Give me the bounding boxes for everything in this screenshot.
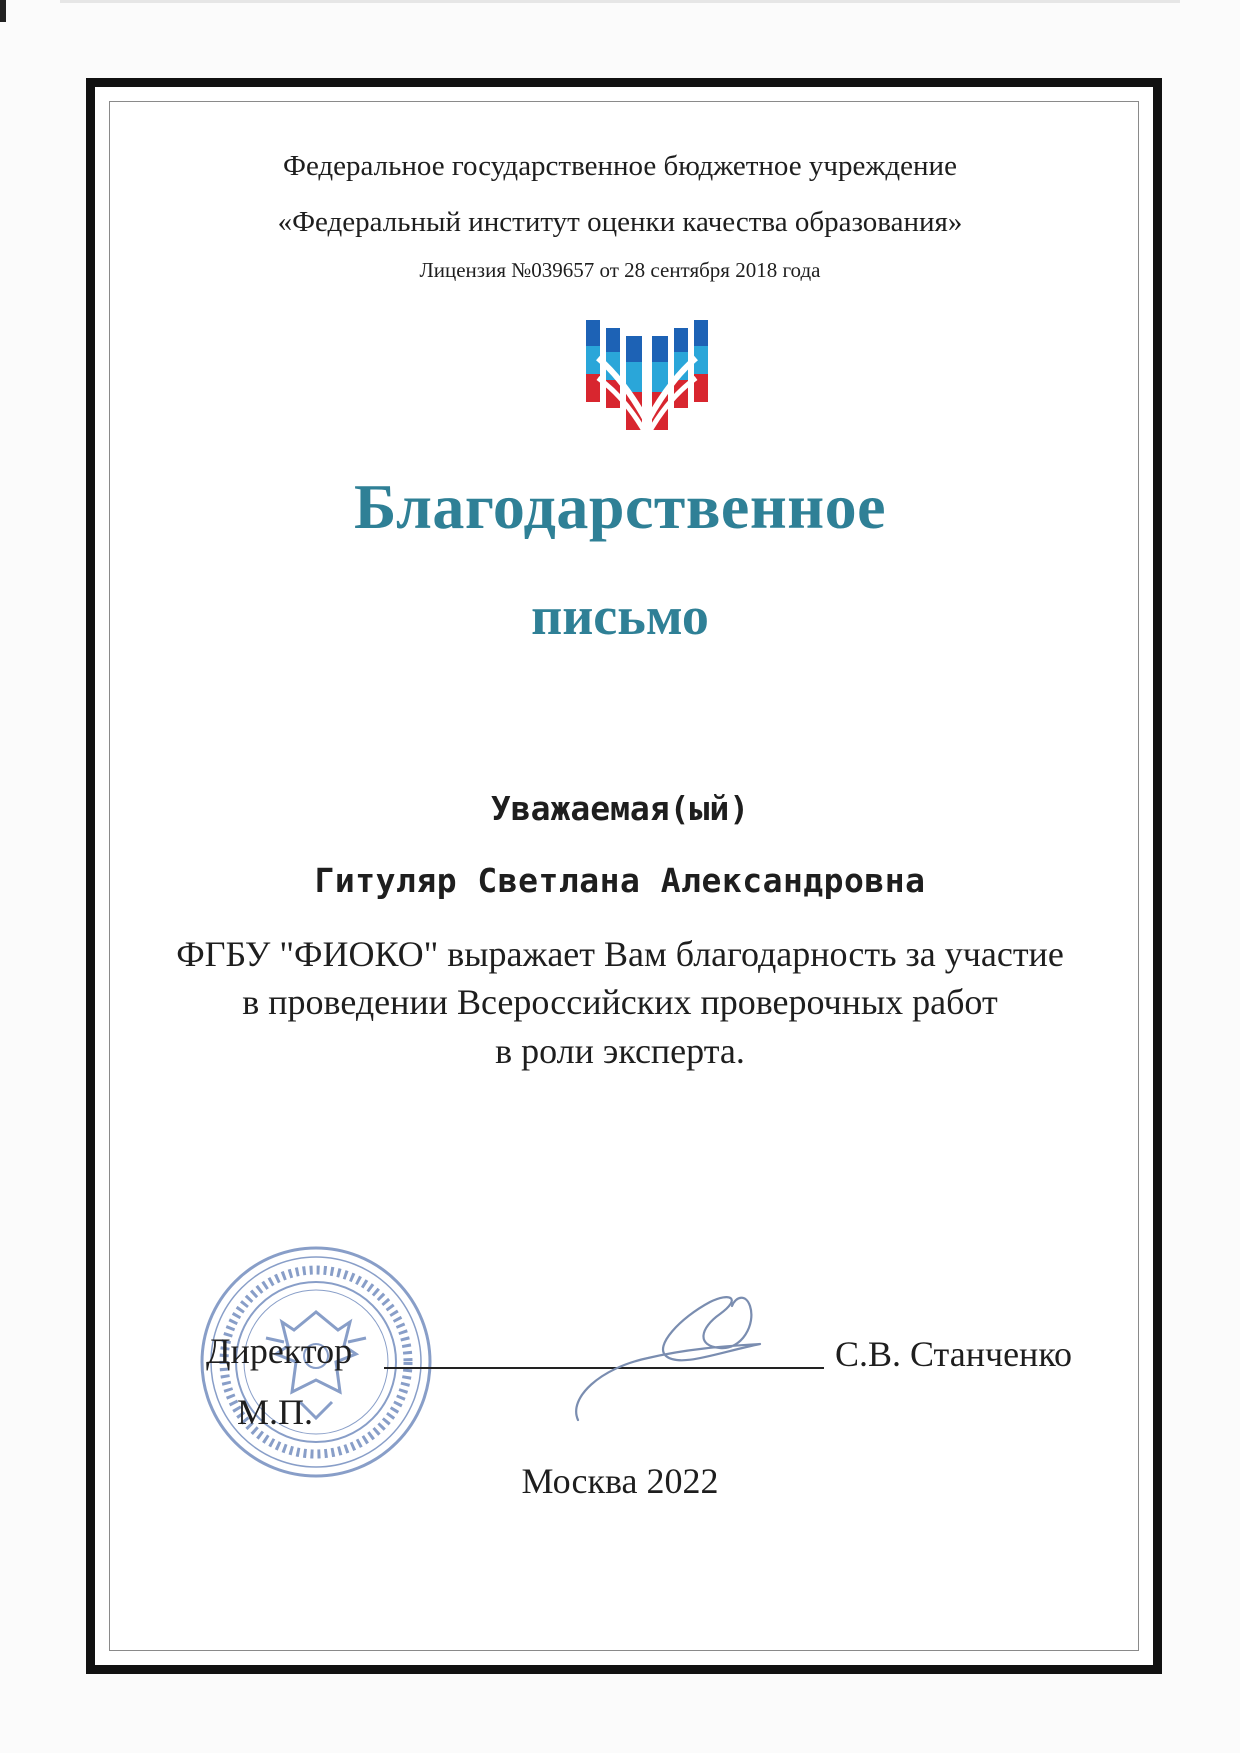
scan-top-edge [60, 0, 1180, 3]
signature-position: Директор [206, 1331, 353, 1371]
org-name-line2: «Федеральный институт оценки качества образования» [277, 206, 963, 238]
stamp-place-label: М.П. [237, 1392, 314, 1432]
greeting: Уважаемая(ый) [490, 789, 750, 828]
signer-name: С.В. Станченко [835, 1334, 1072, 1374]
city-year: Москва 2022 [521, 1461, 719, 1501]
recipient-name: Гитуляр Светлана Александровна [314, 861, 926, 900]
fioko-logo-icon [584, 318, 710, 440]
org-name-line1: Федеральное государственное бюджетное учреждение [283, 150, 957, 182]
handwritten-signature-icon [570, 1288, 770, 1428]
certificate-title-line1: Благодарственное [354, 471, 886, 542]
certificate-title-line2: письмо [531, 586, 709, 646]
scan-edge-mark [0, 0, 6, 22]
body-text-line3: в роли эксперта. [495, 1031, 745, 1071]
body-text-line1: ФГБУ "ФИОКО" выражает Вам благодарность за участие [176, 934, 1064, 974]
license-text: Лицензия №039657 от 28 сентября 2018 года [419, 258, 821, 282]
body-text-line2: в проведении Всероссийских проверочных работ [242, 982, 998, 1022]
